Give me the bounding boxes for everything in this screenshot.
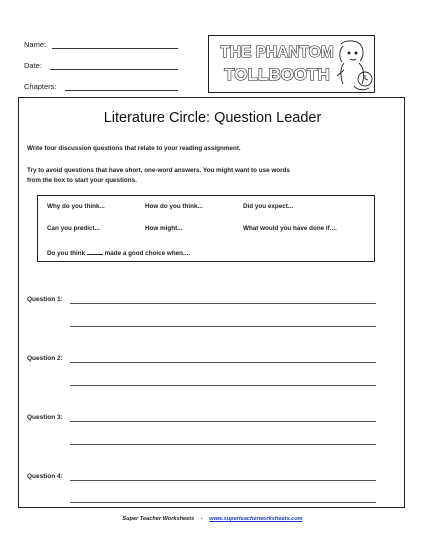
chapters-label: Chapters: (24, 82, 57, 91)
page-title: Literature Circle: Question Leader (103, 110, 322, 126)
book-logo-art (209, 36, 376, 94)
date-label: Date: (24, 61, 42, 70)
date-field[interactable] (50, 69, 178, 70)
footer-url-link[interactable]: www.superteacherworksheets.com (209, 516, 303, 522)
question-3-label: Question 3: (27, 414, 63, 421)
chapters-field[interactable] (65, 90, 178, 91)
instruction-paragraph-2-line-2: from the box to start your questions. (27, 177, 137, 184)
question-1-label: Question 1: (27, 296, 63, 303)
starter-choice-part-1: Do you think (47, 250, 86, 257)
starter-predict: Can you predict... (47, 225, 100, 232)
starter-why: Why do you think... (47, 203, 105, 210)
name-label: Name: (24, 40, 47, 49)
instruction-paragraph-1: Write four discussion questions that relate to your reading assignment. (27, 145, 241, 152)
starter-expect: Did you expect... (243, 203, 294, 210)
question-3-line-1[interactable] (70, 421, 376, 422)
footer (0, 516, 425, 522)
logo-line-2: TOLLBOOTH (224, 65, 330, 84)
instruction-paragraph-2-line-1: Try to avoid questions that have short, one-word answers. You might want to use words (27, 167, 290, 174)
starter-choice-part-2: made a good choice when.... (104, 250, 191, 257)
name-field[interactable] (52, 48, 178, 49)
starter-might: How might... (145, 225, 183, 232)
question-4-label: Question 4: (27, 473, 63, 480)
logo-line-1: THE PHANTOM (220, 44, 334, 61)
question-2-line-1[interactable] (70, 362, 376, 363)
milo-drawing-icon (337, 41, 372, 90)
question-2-label: Question 2: (27, 355, 63, 362)
question-4-line-1[interactable] (70, 480, 376, 481)
footer-brand: Super Teacher Worksheets (122, 516, 195, 522)
starter-choice (47, 249, 190, 257)
question-2-line-2[interactable] (70, 385, 376, 386)
starter-how: How do you think... (145, 203, 203, 210)
question-1-line-2[interactable] (70, 326, 376, 327)
question-1-line-1[interactable] (70, 303, 376, 304)
question-4-line-2[interactable] (70, 502, 376, 503)
footer-separator: - (200, 516, 203, 522)
starter-choice-blank (87, 249, 103, 255)
starter-would: What would you have done if.... (243, 225, 337, 232)
question-3-line-2[interactable] (70, 444, 376, 445)
book-logo (208, 35, 375, 93)
